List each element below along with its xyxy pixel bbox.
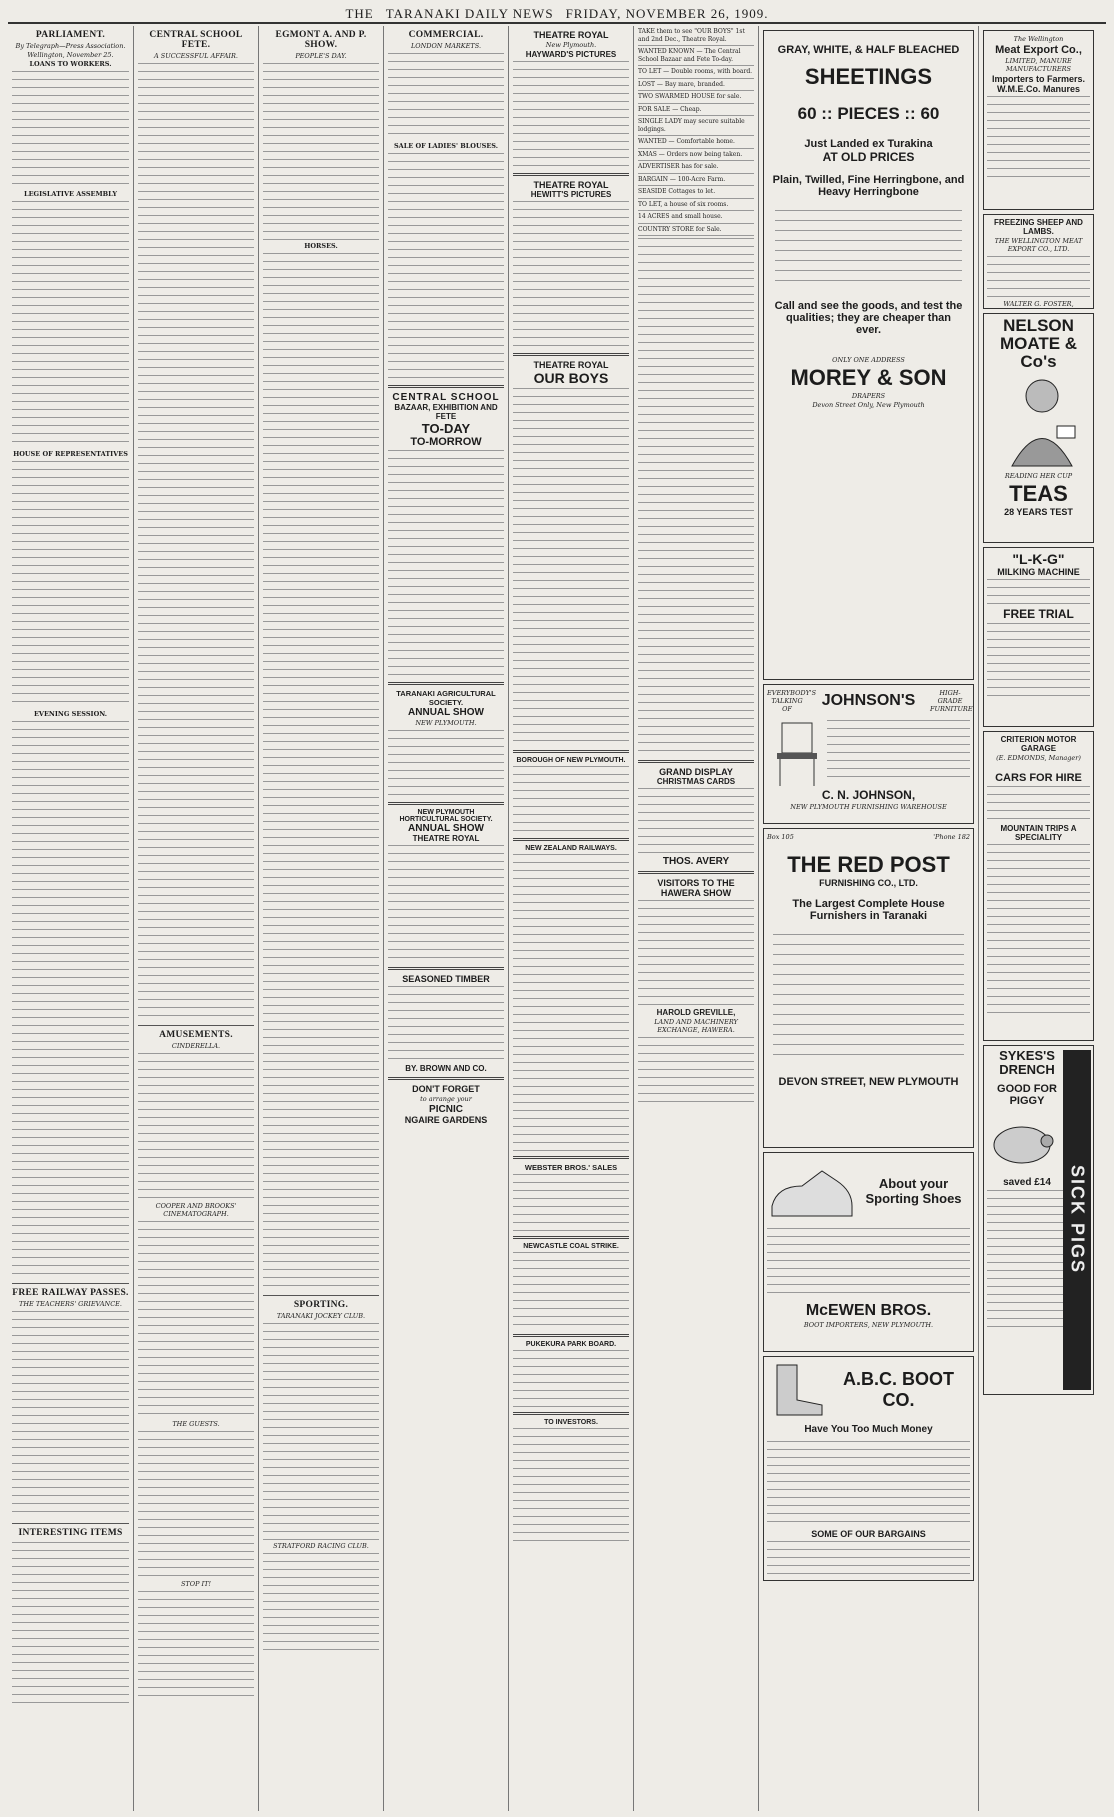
filler-text	[263, 1321, 379, 1541]
filler-text	[388, 728, 504, 798]
filler-text	[638, 898, 754, 1008]
theatre1-title: THEATRE ROYAL	[533, 30, 609, 40]
divider	[513, 838, 629, 841]
filler-text	[987, 577, 1090, 607]
filler-text	[767, 1439, 970, 1529]
horti-ad-title: NEW PLYMOUTH HORTICULTURAL SOCIETY.	[399, 809, 493, 823]
filler-text	[513, 1426, 629, 1546]
sheetings-count: 60 :: PIECES :: 60	[797, 104, 940, 123]
filler-text	[12, 1309, 129, 1519]
johnson-sub: HIGH-GRADE FURNITURE	[929, 689, 973, 713]
lkg-trial: FREE TRIAL	[1003, 607, 1074, 621]
sick-banner-text: SICK PIGS	[1067, 1165, 1088, 1275]
railways-title: NEW ZEALAND RAILWAYS.	[525, 845, 617, 852]
freeze-firm: THE WELLINGTON MEAT EXPORT CO., LTD.	[994, 237, 1083, 253]
filler-text	[263, 251, 379, 1291]
parliament-heading: PARLIAMENT.	[35, 30, 106, 40]
masthead-date: FRIDAY, NOVEMBER 26, 1909.	[565, 6, 769, 21]
shoe-icon	[767, 1156, 857, 1226]
parliament-byline: By Telegraph—Press Association.	[15, 42, 126, 50]
classified-ad: BARGAIN — 100-Acre Farm.	[638, 174, 754, 187]
divider	[12, 1523, 129, 1524]
johnson-ware: NEW PLYMOUTH FURNISHING WAREHOUSE	[790, 803, 947, 811]
assembly-subheading: LEGISLATIVE ASSEMBLY	[24, 190, 117, 198]
column-egmont-show	[258, 26, 383, 1811]
sheetings-ad	[763, 30, 974, 680]
divider	[388, 682, 504, 685]
teachers-subheading: THE TEACHERS' GRIEVANCE.	[19, 1300, 122, 1308]
abc-foot: SOME OF OUR BARGAINS	[811, 1529, 926, 1539]
nelson-teas-ad	[983, 313, 1094, 543]
classified-ad: WANTED — Comfortable home.	[638, 136, 754, 149]
divider	[12, 1283, 129, 1284]
filler-text	[263, 1551, 379, 1651]
masthead	[8, 6, 1106, 24]
agri-ad-place: NEW PLYMOUTH.	[415, 719, 477, 727]
webster-title: WEBSTER BROS.' SALES	[524, 1163, 618, 1172]
sheetings-price: AT OLD PRICES	[822, 150, 915, 164]
grand-display-firm: THOS. AVERY	[662, 856, 730, 867]
harold-name: HAROLD GREVILLE,	[656, 1008, 736, 1017]
filler-text	[987, 254, 1090, 299]
bazaar-ad-tomorrow: TO-MORROW	[410, 436, 482, 448]
pig-icon	[987, 1113, 1057, 1173]
meat-brand: W.M.E.Co. Manures	[996, 84, 1080, 94]
classified-ad: ADVERTISER has for sale.	[638, 161, 754, 174]
stopit-subheading: STOP IT!	[180, 1580, 212, 1588]
theatre1-act: HAYWARD'S PICTURES	[525, 50, 617, 59]
cars-title: CARS FOR HIRE	[995, 772, 1082, 784]
sheetings-drapers: DRAPERS	[851, 392, 886, 400]
bazaar-ad-line: BAZAAR, EXHIBITION AND FETE	[394, 403, 498, 421]
shoes-sub: BOOT IMPORTERS, NEW PLYMOUTH.	[803, 1321, 934, 1329]
filler-text	[638, 236, 754, 756]
lkg-title: "L-K-G"	[1012, 551, 1065, 567]
timber-ad-title: SEASONED TIMBER	[402, 974, 490, 984]
parliament-dateline: Wellington, November 25.	[27, 51, 114, 59]
meat-export-ad	[983, 30, 1094, 210]
horti-ad-sub: ANNUAL SHOW	[408, 823, 484, 834]
redpost-addr: DEVON STREET, NEW PLYMOUTH	[778, 1076, 959, 1088]
agri-ad-sub: ANNUAL SHOW	[408, 707, 484, 718]
filler-text	[138, 1589, 254, 1699]
chair-icon	[767, 718, 827, 788]
visitors-title: VISITORS TO THE HAWERA SHOW	[657, 878, 735, 898]
criterion-sub: (E. EDMONDS, Manager)	[996, 754, 1081, 762]
newcastle-title: NEWCASTLE COAL STRIKE.	[523, 1243, 619, 1250]
cinderella-subheading: CINDERELLA.	[171, 1042, 221, 1050]
classified-ad: TO LET, a house of six rooms.	[638, 199, 754, 212]
filler-text	[775, 208, 962, 288]
masthead-title: TARANAKI DAILY NEWS	[385, 6, 554, 21]
filler-text	[12, 459, 129, 709]
filler-text	[388, 51, 504, 141]
items-heading: INTERESTING ITEMS	[18, 1528, 123, 1538]
classified-ad: TO LET — Double rooms, with board.	[638, 66, 754, 79]
filler-text	[827, 718, 970, 778]
filler-text	[12, 69, 129, 189]
divider	[513, 173, 629, 176]
sporting-heading: SPORTING.	[293, 1300, 349, 1310]
abc-ad	[763, 1356, 974, 1581]
sheetings-top: GRAY, WHITE, & HALF BLEACHED	[777, 44, 960, 56]
filler-text	[388, 151, 504, 381]
filler-text	[773, 932, 964, 1062]
sheetings-kinds: Plain, Twilled, Fine Herringbone, and Heavy Herringbone	[772, 174, 965, 198]
theatre3-title: THEATRE ROYAL	[533, 360, 609, 370]
filler-text	[987, 784, 1090, 824]
redpost-ad	[763, 828, 974, 1148]
lkg-ad	[983, 547, 1094, 727]
redpost-sub: FURNISHING CO., LTD.	[819, 878, 918, 888]
redpost-phone: 'Phone 182	[933, 833, 970, 841]
harold-sub: LAND AND MACHINERY EXCHANGE, HAWERA.	[654, 1018, 738, 1034]
theatre2-title: THEATRE ROYAL	[533, 180, 609, 190]
bazaar-ad-today: TO-DAY	[421, 421, 471, 436]
classified-ad: LOST — Bay mare, branded.	[638, 79, 754, 92]
classified-ad: XMAS — Orders now being taken.	[638, 149, 754, 162]
drench-title: SYKES'S DRENCH	[999, 1048, 1055, 1077]
classified-ad: FOR SALE — Cheap.	[638, 104, 754, 117]
tea-lady-icon	[987, 371, 1097, 471]
column-display-ads	[758, 26, 978, 1811]
freeze-name: WALTER G. FOSTER,	[1003, 300, 1074, 308]
filler-text	[12, 199, 129, 449]
freezing-ad	[983, 214, 1094, 309]
grand-display-title: GRAND DISPLAY	[659, 767, 733, 777]
divider	[513, 750, 629, 753]
freeze-title: FREEZING SHEEP AND LAMBS.	[994, 218, 1083, 236]
divider	[138, 1025, 254, 1026]
filler-text	[767, 1539, 970, 1579]
filler-text	[138, 61, 254, 1021]
divider	[388, 385, 504, 388]
guests-subheading: THE GUESTS.	[172, 1420, 220, 1428]
bazaar-ad-title: CENTRAL SCHOOL	[392, 392, 500, 403]
column-commercial	[383, 26, 508, 1811]
classified-list	[638, 26, 754, 236]
grand-display-line: CHRISTMAS CARDS	[656, 777, 736, 786]
filler-text	[513, 1250, 629, 1330]
filler-text	[513, 386, 629, 746]
classified-ad: TAKE them to see "OUR BOYS" 1st and 2nd Dec., Theatre Royal.	[638, 26, 754, 46]
divider	[513, 1334, 629, 1337]
loans-subheading: LOANS TO WORKERS.	[29, 60, 112, 68]
divider	[513, 1412, 629, 1415]
classified-ad: COUNTRY STORE for Sale.	[638, 224, 754, 237]
filler-text	[513, 59, 629, 169]
peoples-day-subheading: PEOPLE'S DAY.	[295, 52, 347, 60]
column-school-fete	[133, 26, 258, 1811]
column-right-ads	[978, 26, 1098, 1811]
lkg-sub: MILKING MACHINE	[997, 567, 1080, 577]
criterion-title: CRITERION MOTOR GARAGE	[1000, 735, 1077, 753]
teas-years: 28 YEARS TEST	[1004, 507, 1073, 517]
theatre2-act: HEWITT'S PICTURES	[530, 190, 612, 199]
show-heading: EGMONT A. AND P. SHOW.	[275, 30, 367, 50]
sheetings-title: SHEETINGS	[804, 64, 933, 89]
sick-pigs-banner	[1063, 1050, 1091, 1390]
divider	[388, 967, 504, 970]
amusements-heading: AMUSEMENTS.	[159, 1030, 233, 1040]
commercial-heading: COMMERCIAL.	[408, 30, 484, 40]
divider	[388, 802, 504, 805]
cinematograph-subheading: COOPER AND BROOKS' CINEMATOGRAPH.	[155, 1202, 237, 1218]
fete-heading: CENTRAL SCHOOL FETE.	[149, 30, 243, 50]
stratford-subheading: STRATFORD RACING CLUB.	[273, 1542, 369, 1550]
drench-good: GOOD FOR PIGGY	[997, 1083, 1057, 1107]
filler-text	[138, 1429, 254, 1579]
filler-text	[263, 61, 379, 241]
jockey-club-subheading: TARANAKI JOCKEY CLUB.	[276, 1312, 366, 1320]
picnic-ad-title: DON'T FORGET	[412, 1084, 480, 1094]
divider	[513, 353, 629, 356]
sheetings-call: Call and see the goods, and test the qualities; they are cheaper than ever.	[774, 300, 963, 336]
filler-text	[513, 1348, 629, 1408]
filler-text	[388, 448, 504, 678]
picnic-ad-line1: to arrange your	[420, 1095, 472, 1103]
johnson-ad	[763, 684, 974, 824]
abc-tag: Have You Too Much Money	[804, 1424, 933, 1435]
classified-ad: TWO SWARMED HOUSE for sale.	[638, 91, 754, 104]
agri-ad-title: TARANAKI AGRICULTURAL SOCIETY.	[396, 689, 496, 707]
meat-imp: Importers to Farmers.	[991, 74, 1086, 84]
redpost-tag: The Largest Complete House Furnishers in Taranaki	[792, 898, 945, 922]
divider	[513, 1236, 629, 1239]
divider	[513, 1156, 629, 1159]
shoes-firm: McEWEN BROS.	[805, 1302, 932, 1319]
sheetings-addr: Devon Street Only, New Plymouth	[812, 401, 925, 409]
filler-text	[767, 1226, 970, 1296]
divider	[638, 871, 754, 874]
redpost-box: Box 105	[767, 833, 794, 841]
filler-text	[513, 764, 629, 834]
divider	[263, 1295, 379, 1296]
johnson-intro: EVERYBODY'S TALKING OF	[767, 689, 817, 713]
picnic-ad-line2: PICNIC	[429, 1104, 463, 1115]
classified-ad: SEASIDE Cottages to let.	[638, 186, 754, 199]
filler-text	[138, 1219, 254, 1419]
meat-title: Meat Export Co.,	[995, 44, 1082, 56]
filler-text	[987, 1188, 1067, 1328]
classified-ad: WANTED KNOWN — The Central School Bazaar and Fete To-day.	[638, 46, 754, 66]
sykes-drench-ad	[983, 1045, 1094, 1395]
railway-heading: FREE RAILWAY PASSES.	[12, 1288, 129, 1298]
borough-title: BOROUGH OF NEW PLYMOUTH.	[516, 757, 626, 764]
classified-ad: 14 ACRES and small house.	[638, 211, 754, 224]
meat-sub: LIMITED, MANURE MANUFACTURERS	[1005, 57, 1072, 73]
horti-ad-venue: THEATRE ROYAL	[412, 834, 480, 843]
meat-top: The Wellington	[1013, 35, 1064, 43]
boot-icon	[767, 1360, 827, 1420]
cars-line: MOUNTAIN TRIPS A SPECIALITY	[1000, 824, 1077, 842]
filler-text	[638, 1035, 754, 1105]
filler-text	[12, 719, 129, 1279]
filler-text	[987, 842, 1090, 1017]
filler-text	[987, 621, 1090, 701]
sheetings-only: ONLY ONE ADDRESS	[832, 356, 905, 364]
divider	[388, 1077, 504, 1080]
london-markets-subheading: LONDON MARKETS.	[410, 42, 482, 50]
teas-title: TEAS	[1009, 481, 1068, 506]
sheetings-firm: MOREY & SON	[790, 365, 947, 390]
shoes-title: About your Sporting Shoes	[865, 1176, 962, 1206]
evening-subheading: EVENING SESSION.	[33, 710, 108, 718]
filler-text	[138, 1051, 254, 1201]
johnson-name: C. N. JOHNSON,	[821, 788, 916, 802]
criterion-ad	[983, 731, 1094, 1041]
shoes-ad	[763, 1152, 974, 1352]
abc-title: A.B.C. BOOT CO.	[843, 1369, 954, 1410]
masthead-left: THE	[345, 6, 374, 21]
filler-text	[388, 843, 504, 963]
column-theatre-ads	[508, 26, 633, 1811]
timber-ad-firm: BY. BROWN AND CO.	[405, 1064, 487, 1073]
horses-subheading: HORSES.	[304, 242, 338, 250]
filler-text	[12, 1540, 129, 1710]
investors-title: TO INVESTORS.	[544, 1419, 598, 1426]
redpost-title: THE RED POST	[787, 852, 950, 877]
picnic-ad-line3: NGAIRE GARDENS	[404, 1115, 488, 1125]
filler-text	[987, 94, 1090, 184]
divider	[638, 760, 754, 763]
filler-text	[513, 199, 629, 349]
filler-text	[513, 1172, 629, 1232]
nelson-title: NELSON MOATE & Co's	[999, 316, 1078, 371]
drench-saved: saved £14	[1003, 1177, 1051, 1188]
filler-text	[638, 786, 754, 856]
column-classifieds	[633, 26, 758, 1811]
teas-tag: READING HER CUP	[1004, 472, 1073, 480]
filler-text	[388, 984, 504, 1064]
theatre3-act: OUR BOYS	[533, 370, 609, 386]
column-parliament	[8, 26, 133, 1811]
johnson-title: JOHNSON'S	[821, 692, 916, 709]
pukekura-title: PUKEKURA PARK BOARD.	[525, 1341, 617, 1348]
classified-ad: SINGLE LADY may secure suitable lodgings.	[638, 116, 754, 136]
house-subheading: HOUSE OF REPRESENTATIVES	[13, 450, 128, 458]
blouses-subheading: SALE OF LADIES' BLOUSES.	[393, 142, 499, 150]
filler-text	[513, 852, 629, 1152]
fete-subheading: A SUCCESSFUL AFFAIR.	[154, 52, 238, 60]
sheetings-landed: Just Landed ex Turakina	[804, 138, 933, 150]
theatre1-place: New Plymouth.	[545, 41, 597, 49]
